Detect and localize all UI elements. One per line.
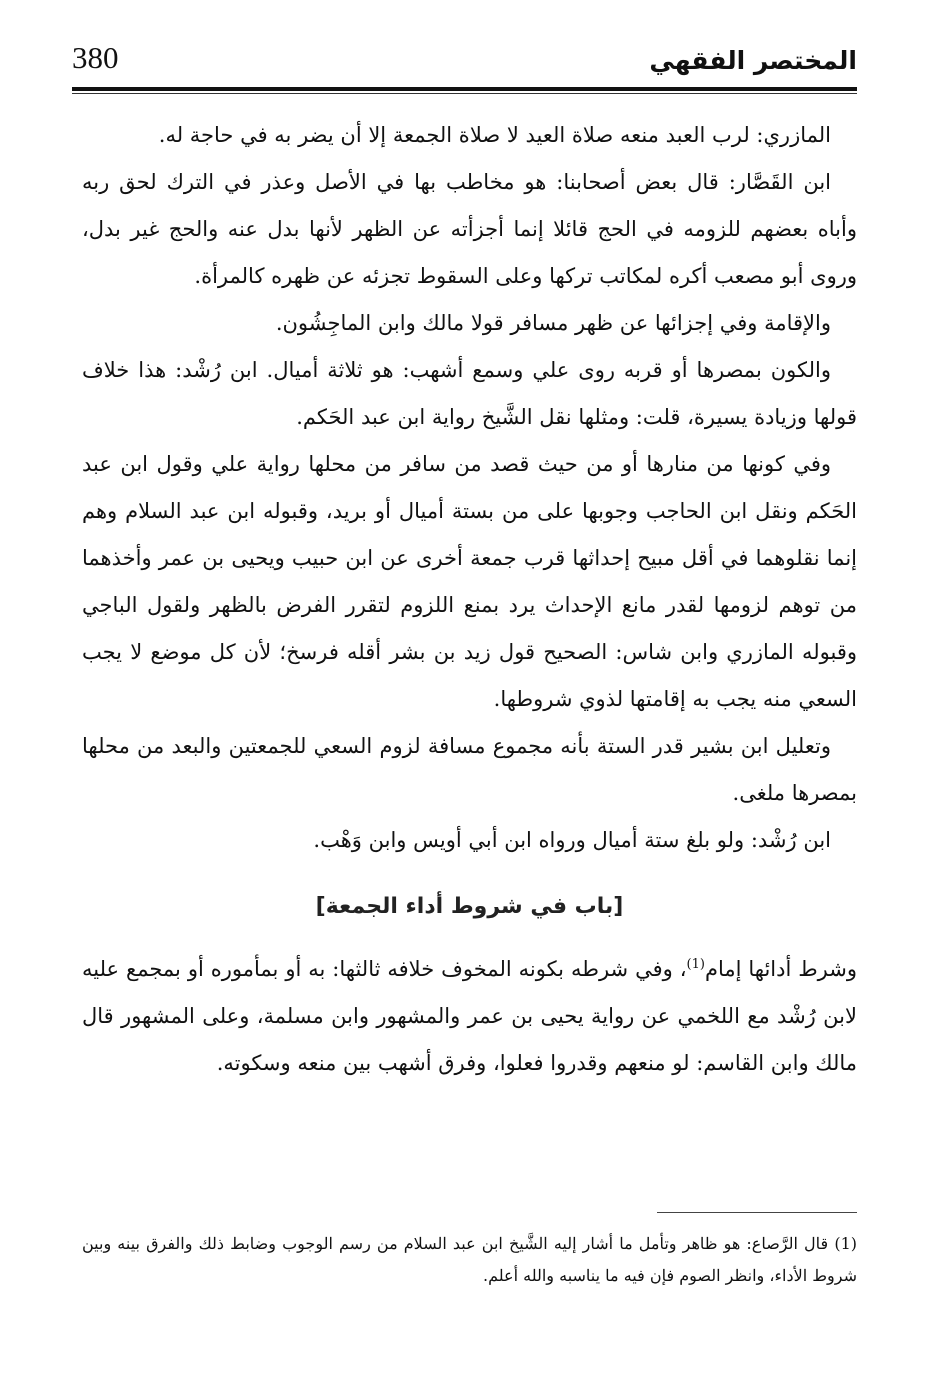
footnotes xyxy=(82,1228,857,1292)
paragraph-2: ابن القَصَّار: قال بعض أصحابنا: هو مخاطب بها في الأصل وعذر في الترك لحق ربه وأباه بعضهم للزومه في الحج قائلا إنما أجزأته عن الظهر لأنها بدل عنه والحج غير بدل، وروى أبو مصعب أكره لمكاتب تركها وعلى السقوط تجزئه عن ظهره كالمرأة. xyxy=(82,170,857,288)
section-heading: [باب في شروط أداء الجمعة] xyxy=(315,894,624,919)
footnote-reference[interactable]: (1) xyxy=(686,957,705,972)
paragraph-5: وفي كونها من منارها أو من حيث قصد من سافر من محلها رواية علي وقول ابن عبد الحَكم ونقل ابن الحاجب وجوبها على من بستة أميال أو بريد، وقبوله ابن عبد السلام وهم إنما نقلوهما في أقل مبيح إحداثها قرب جمعة أخرى عن ابن حبيب ويحيى بن عمر وأخذهما من توهم لزومها لقدر مانع الإحداث يرد بمنع اللزوم لتقرر الفرض بالظهر ولقول الباجي وقبوله المازري وابن شاس: الصحيح قول زيد بن بشر أقله فرسخ؛ لأن كل موضع لا يجب السعي منه يجب به إقامتها لذوي شروطها. xyxy=(82,452,857,711)
paragraph-3: والإقامة وفي إجزائها عن ظهر مسافر قولا مالك وابن الماجِشُون. xyxy=(275,311,831,335)
page-number: 380 xyxy=(72,40,119,75)
footnote-separator xyxy=(657,1212,857,1213)
footnote-1 xyxy=(82,1228,857,1292)
footnote-1-text: قال الرَّصاع: هو ظاهر وتأمل ما أشار إليه الشَّيخ ابن عبد السلام من رسم الوجوب وضابط ذلك والفرق بينه وبين شروط الأداء، وانظر الصوم فإن فيه ما يناسبه والله أعلم. xyxy=(82,1234,857,1285)
header-rule xyxy=(72,87,857,91)
header-rule-thin xyxy=(72,93,857,94)
main-text xyxy=(82,112,857,1087)
paragraph-7: ابن رُشْد: ولو بلغ ستة أميال ورواه ابن أبي أويس وابن وَهْب. xyxy=(313,828,831,852)
page-header xyxy=(72,36,857,84)
footnote-1-marker: (1) xyxy=(834,1234,857,1253)
running-title: المختصر الفقهي xyxy=(649,46,857,75)
paragraph-8-rest: ، وفي شرطه بكونه المخوف خلافه ثالثها: به أو بمأموره أو بمجمع عليه لابن رُشْد مع اللخمي عن رواية يحيى بن عمر والمشهور وابن مسلمة، وعلى المشهور قال مالك وابن القاسم: لو منعهم وقدروا فعلوا، وفرق أشهب بين منعه وسكوته. xyxy=(82,957,857,1075)
paragraph-8 xyxy=(82,946,857,1087)
paragraph-4: والكون بمصرها أو قربه روى علي وسمع أشهب: هو ثلاثة أميال. ابن رُشْد: هذا خلاف قولها وزيادة يسيرة، قلت: ومثلها نقل الشَّيخ رواية ابن عبد الحَكم. xyxy=(82,358,857,429)
paragraph-1: المازري: لرب العبد منعه صلاة العيد لا صلاة الجمعة إلا أن يضر به في حاجة له. xyxy=(158,123,831,147)
paragraph-8-start: وشرط أدائها إمام xyxy=(704,957,858,981)
paragraph-6: وتعليل ابن بشير قدر الستة بأنه مجموع مسافة لزوم السعي للجمعتين والبعد من محلها بمصرها ملغى. xyxy=(82,734,857,805)
